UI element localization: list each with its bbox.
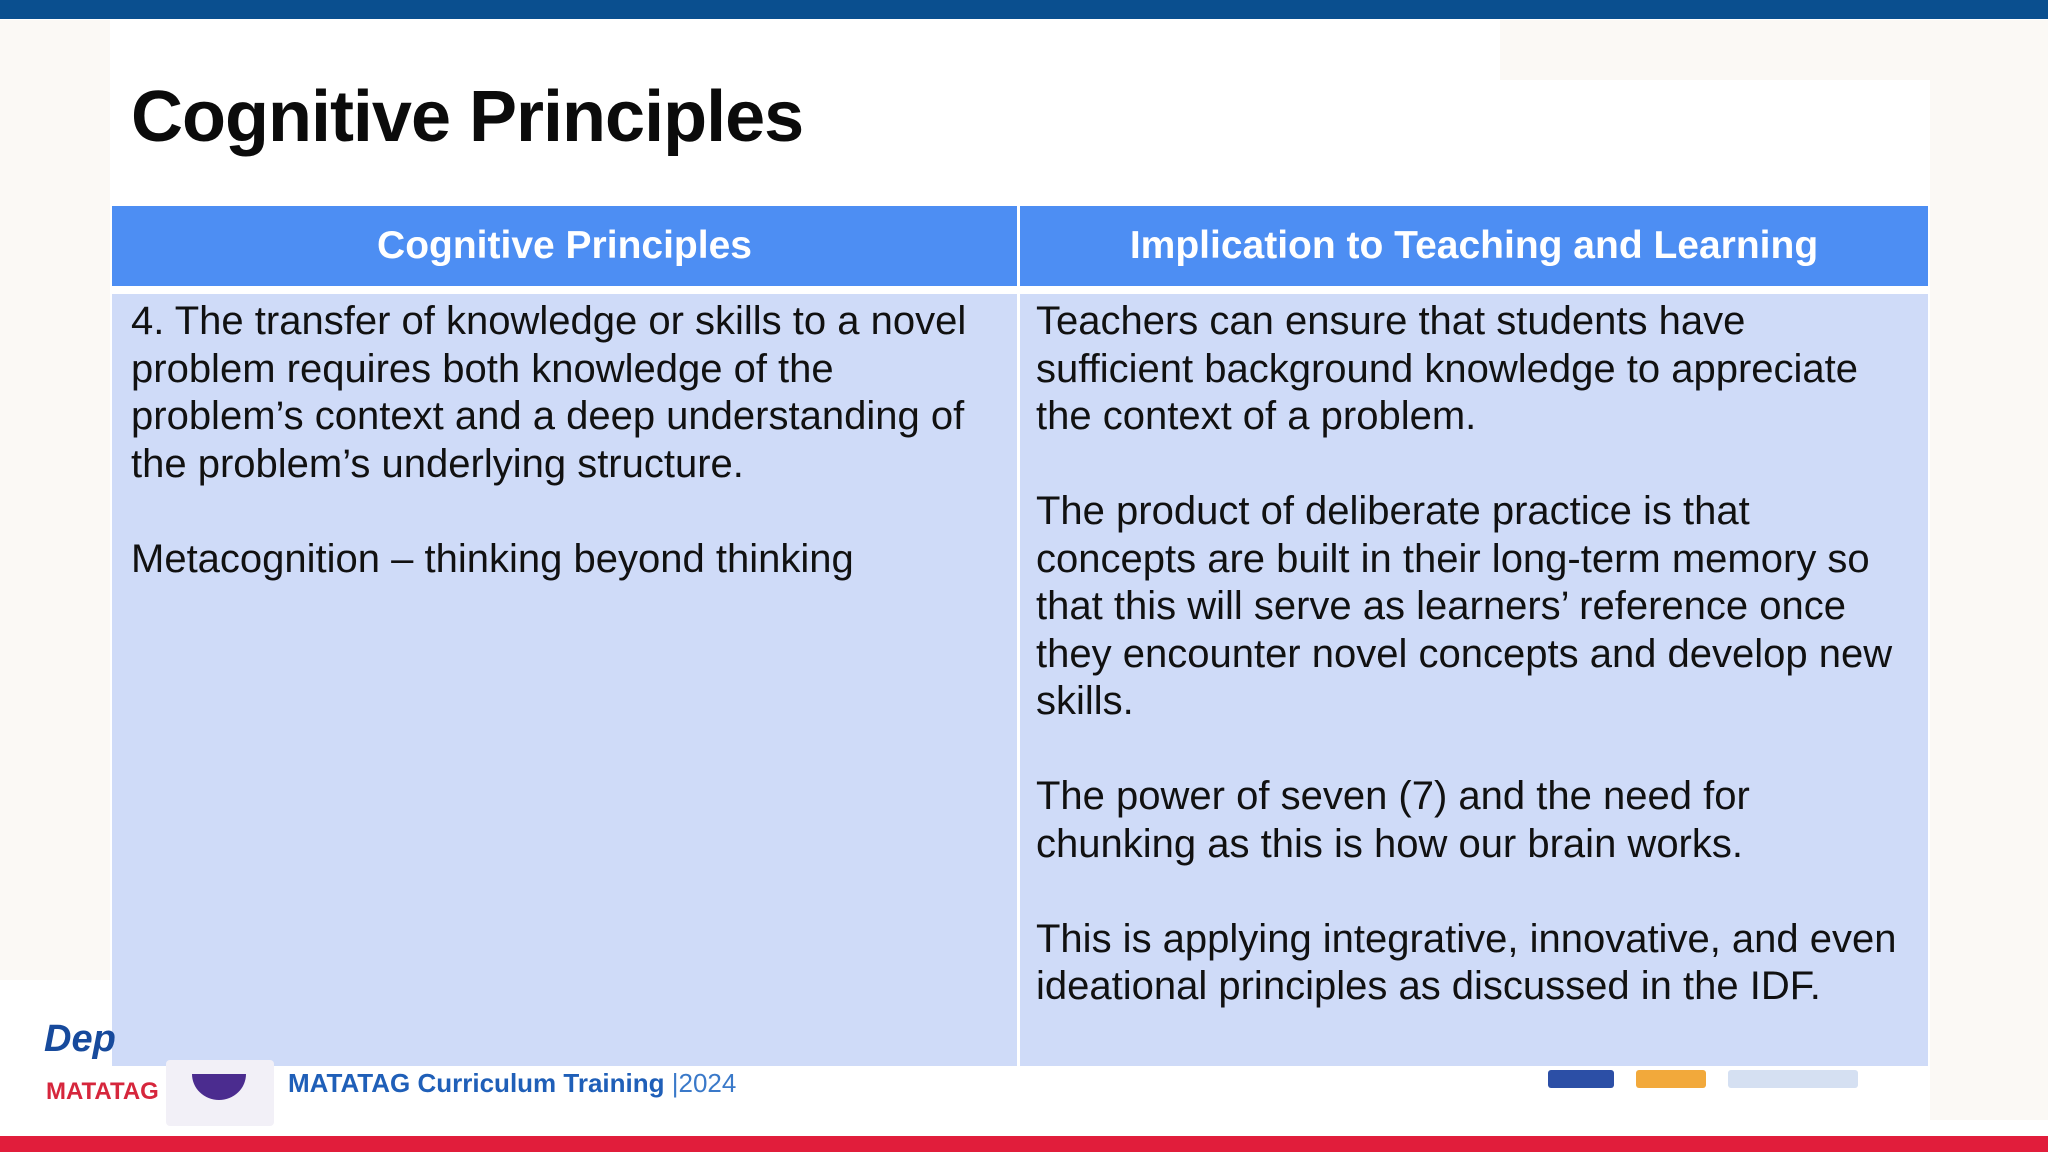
footer-separator: |: [671, 1068, 679, 1098]
slide-title: Cognitive Principles: [131, 77, 804, 157]
background-tile: [1500, 20, 1930, 80]
table-row: [112, 294, 1928, 1066]
partner-logo-icon: [1548, 1070, 1614, 1088]
deped-logo: Dep: [44, 1018, 116, 1060]
principle-text: 4. The transfer of knowledge or skills to a novel problem requires both knowledge of the problem’s context and a deep understanding of the problem’s underlying structure.: [131, 299, 967, 486]
partner-logo-icon: [1728, 1070, 1858, 1088]
footer-training-label: [288, 1068, 736, 1099]
footer-logo-group: [40, 1010, 280, 1128]
implication-cell: [1020, 294, 1928, 1066]
cognitive-principle-cell: [112, 294, 1020, 1066]
partner-logos: [1548, 1064, 1868, 1094]
bottom-accent-bar: [0, 1136, 2048, 1152]
training-year: 2024: [678, 1068, 737, 1098]
column-header: Implication to Teaching and Learning: [1020, 206, 1928, 294]
implication-text: The product of deliberate practice is that concepts are built in their long-term memory so that this will serve as learners’ reference once they encounter novel concepts and develop new skills.: [1036, 489, 1893, 723]
bagong-pilipinas-emblem-icon: [192, 1074, 246, 1100]
column-header: Cognitive Principles: [112, 206, 1020, 294]
implication-text: The power of seven (7) and the need for chunking as this is how our brain works.: [1036, 774, 1750, 866]
implication-text: Teachers can ensure that students have sufficient background knowledge to appreciate the context of a problem.: [1036, 299, 1859, 438]
background-tile: [1930, 20, 2048, 1120]
principles-table: [112, 206, 1928, 1066]
bagong-pilipinas-logo: [166, 1060, 274, 1126]
background-tile: [0, 20, 110, 980]
implication-text: This is applying integrative, innovative, and even ideational principles as discussed in the IDF.: [1036, 916, 1897, 1008]
table-header-row: [112, 206, 1928, 294]
matatag-logo: MATATAG: [46, 1078, 159, 1105]
training-name: MATATAG Curriculum Training: [288, 1068, 665, 1098]
principle-text: Metacognition – thinking beyond thinking: [131, 536, 854, 581]
top-accent-bar: [0, 0, 2048, 19]
partner-logo-icon: [1636, 1070, 1706, 1088]
